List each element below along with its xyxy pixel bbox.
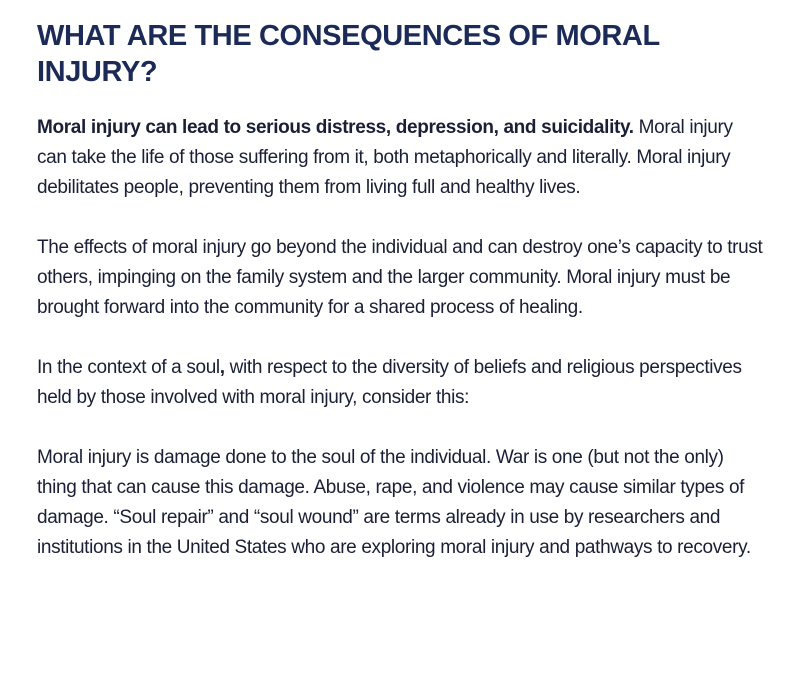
paragraph-soul-context-start: In the context of a soul [37, 357, 220, 378]
paragraph-lead-bold: Moral injury can lead to serious distress, depression, and suicidality. [37, 117, 634, 138]
paragraph-soul-context [37, 353, 765, 413]
paragraph-soul-context-rest: with respect to the diversity of beliefs and religious perspectives held by those involved with moral injury, consider this: [37, 357, 742, 408]
article-body [37, 113, 765, 563]
page-title: WHAT ARE THE CONSEQUENCES OF MORAL INJURY? [37, 20, 660, 88]
paragraph-soul-damage: Moral injury is damage done to the soul of the individual. War is one (but not the only) thing that can cause this damage. Abuse, rape, and violence may cause similar types of damage. “Soul repair” and “soul wound” are terms already in use by researchers and institutions in the United States who are exploring moral injury and pathways to recovery. [37, 447, 751, 558]
paragraph-effects: The effects of moral injury go beyond the individual and can destroy one’s capacity to trust others, impinging on the family system and the larger community. Moral injury must be brought forward into the community for a shared process of healing. [37, 237, 763, 318]
paragraph-consequences [37, 113, 765, 203]
paragraph-consequences-text: Moral injury can take the life of those suffering from it, both metaphorically and literally. Moral injury debilitates people, preventing them from living full and healthy lives. [37, 117, 733, 198]
article [37, 18, 765, 593]
bold-comma: , [219, 357, 225, 378]
